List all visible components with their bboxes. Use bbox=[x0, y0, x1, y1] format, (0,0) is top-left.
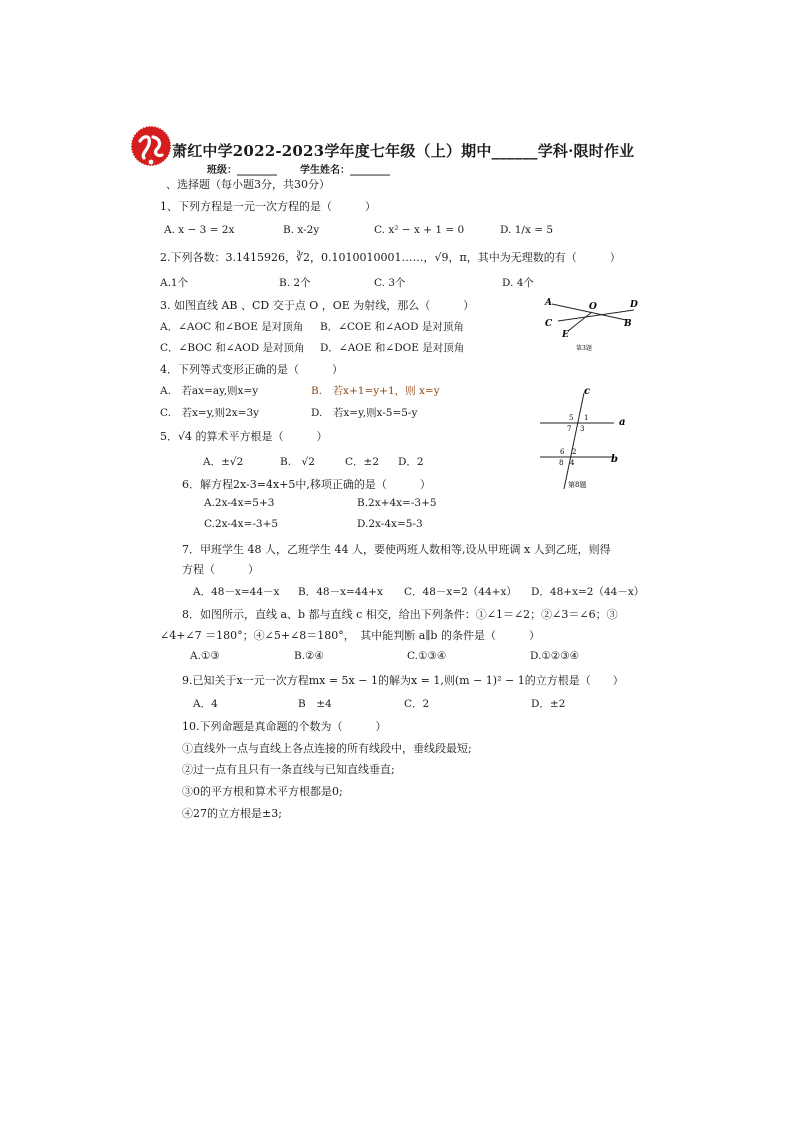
fig3-label-b: B bbox=[624, 319, 632, 329]
q2-option-a: A.1个 bbox=[160, 277, 189, 289]
fig8-angle-3: 3 bbox=[580, 425, 585, 433]
q7-option-c: C．48－x=2（44+x） bbox=[404, 586, 517, 598]
q10-statement-3: ③0的平方根和算术平方根都是0; bbox=[182, 785, 343, 798]
fig8-angle-7: 7 bbox=[567, 425, 572, 433]
q5-option-a: A．±√2 bbox=[203, 456, 244, 468]
fig3-label-d: D bbox=[630, 300, 638, 310]
q6-option-b: B.2x+4x=-3+5 bbox=[357, 497, 437, 509]
figure-q3 bbox=[538, 290, 674, 352]
fig8-line-a: a bbox=[619, 417, 626, 428]
fig8-angle-4: 4 bbox=[570, 459, 575, 467]
q7-option-b: B．48－x=44+x bbox=[298, 586, 383, 598]
q1-option-c: C. x² − x + 1 = 0 bbox=[374, 224, 465, 236]
q5-option-d: D．2 bbox=[398, 456, 424, 468]
fig8-line-c: c bbox=[584, 386, 591, 397]
q4-option-c: C. 若x=y,则2x=3y bbox=[160, 407, 260, 419]
question-3: 3. 如图直线 AB 、CD 交于点 O ，OE 为射线，那么（ ） bbox=[160, 299, 475, 312]
q5-option-b: B. √2 bbox=[280, 456, 315, 468]
q8-option-a: A.①③ bbox=[190, 650, 220, 662]
question-8: 8．如图所示，直线 a、b 都与直线 c 相交，给出下列条件：①∠1＝∠2；②∠3＝∠6；③ bbox=[182, 608, 618, 621]
q1-option-a: A. x − 3 = 2x bbox=[164, 224, 235, 236]
question-1: 1、下列方程是一元一次方程的是（ ） bbox=[160, 200, 376, 213]
q4-option-b: B. 若x+1=y+1，则 x=y bbox=[311, 385, 440, 397]
fig8-angle-6: 6 bbox=[560, 448, 565, 456]
q2-option-d: D. 4个 bbox=[502, 277, 534, 289]
q9-option-d: D．±2 bbox=[531, 698, 566, 710]
page-title: 萧红中学2022-2023学年度七年级（上）期中______学科·限时作业 bbox=[172, 142, 635, 160]
figure-q8 bbox=[534, 385, 634, 493]
question-8-line-2: ∠4+∠7 ＝180°；④∠5+∠8＝180°， 其中能判断 a∥b 的条件是（ ） bbox=[160, 629, 540, 642]
fig8-angle-8: 8 bbox=[559, 459, 564, 467]
q4-option-a: A. 若ax=ay,则x=y bbox=[160, 385, 259, 397]
q10-statement-4: ④27的立方根是±3; bbox=[182, 807, 282, 820]
q7-option-d: D．48+x=2（44－x） bbox=[531, 586, 645, 598]
q3-option-b: B．∠COE 和∠AOD 是对顶角 bbox=[320, 321, 464, 333]
fig8-angle-2: 2 bbox=[572, 448, 577, 456]
fig8-caption: 第8题 bbox=[568, 481, 587, 489]
school-logo bbox=[129, 124, 173, 168]
question-5: 5．√4 的算术平方根是（ ） bbox=[160, 430, 328, 443]
q8-option-b: B.②④ bbox=[294, 650, 324, 662]
fig8-angle-1: 1 bbox=[584, 414, 589, 422]
question-7-line-2: 方程（ ） bbox=[182, 563, 259, 576]
fig8-line-b: b bbox=[611, 454, 618, 465]
section-heading: 、选择题（每小题3分，共30分） bbox=[166, 178, 330, 191]
q6-option-d: D.2x-4x=5-3 bbox=[357, 518, 423, 530]
fig3-caption: 第3题 bbox=[576, 345, 592, 352]
q7-option-a: A．48－x=44－x bbox=[193, 586, 280, 598]
fig8-angle-5: 5 bbox=[569, 414, 574, 422]
q8-option-c: C.①③④ bbox=[407, 650, 447, 662]
question-6: 6．解方程2x-3=4x+5中,移项正确的是（ ） bbox=[182, 478, 431, 491]
question-7: 7．甲班学生 48 人，乙班学生 44 人，要使两班人数相等,设从甲班调 x 人到乙班，则得 bbox=[182, 543, 611, 556]
q10-statement-2: ②过一点有且只有一条直线与已知直线垂直; bbox=[182, 763, 395, 776]
q9-option-b: B ±4 bbox=[298, 698, 332, 710]
q3-option-d: D．∠AOE 和∠DOE 是对顶角 bbox=[320, 342, 465, 354]
question-4: 4．下列等式变形正确的是（ ） bbox=[160, 363, 343, 376]
fig3-label-e: E bbox=[562, 330, 569, 340]
q5-option-c: C．±2 bbox=[345, 456, 380, 468]
q1-option-b: B. x-2y bbox=[283, 224, 320, 236]
q2-option-b: B. 2个 bbox=[279, 277, 311, 289]
fig3-label-c: C bbox=[545, 319, 553, 329]
q8-option-d: D.①②③④ bbox=[530, 650, 580, 662]
q2-option-c: C. 3个 bbox=[374, 277, 406, 289]
question-9: 9.已知关于x一元一次方程mx = 5x − 1的解为x = 1,则(m − 1)² − 1的立方根是（ ） bbox=[182, 674, 624, 687]
fig3-label-o: O bbox=[589, 302, 597, 312]
q3-option-a: A．∠AOC 和∠BOE 是对顶角 bbox=[160, 321, 304, 333]
q10-statement-1: ①直线外一点与直线上各点连接的所有线段中，垂线段最短; bbox=[182, 742, 472, 755]
question-10: 10.下列命题是真命题的个数为（ ） bbox=[182, 720, 387, 733]
class-label: 班级：________ bbox=[207, 165, 277, 176]
q1-option-d: D. 1/x = 5 bbox=[500, 224, 554, 236]
q9-option-a: A．4 bbox=[193, 698, 218, 710]
q3-option-c: C．∠BOC 和∠AOD 是对顶角 bbox=[160, 342, 305, 354]
q4-option-d: D. 若x=y,则x-5=5-y bbox=[311, 407, 418, 419]
question-2: 2.下列各数：3.1415926，∛2，0.1010010001……，√9，π，其中为无理数的有（ ） bbox=[160, 251, 621, 264]
q9-option-c: C．2 bbox=[404, 698, 430, 710]
q6-option-c: C.2x-4x=-3+5 bbox=[204, 518, 279, 530]
student-name-label: 学生姓名：________ bbox=[300, 165, 390, 176]
fig3-label-a: A bbox=[545, 298, 552, 308]
q6-option-a: A.2x-4x=5+3 bbox=[204, 497, 275, 509]
